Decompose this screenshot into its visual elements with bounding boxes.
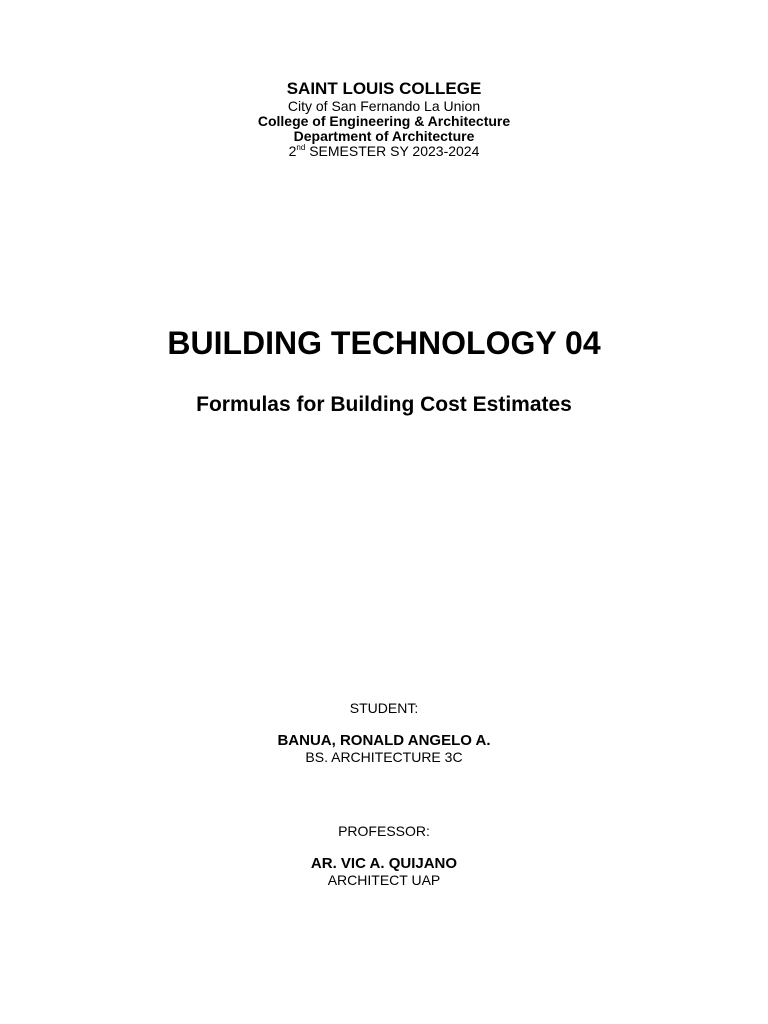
professor-label: PROFESSOR: bbox=[338, 823, 430, 839]
student-program: BS. ARCHITECTURE 3C bbox=[305, 749, 463, 765]
professor-name: AR. VIC A. QUIJANO bbox=[310, 855, 458, 872]
student-label: STUDENT: bbox=[349, 700, 419, 716]
college-name: College of Engineering & Architecture bbox=[257, 113, 511, 129]
student-name: BANUA, RONALD ANGELO A. bbox=[277, 732, 491, 749]
semester-line bbox=[0, 144, 768, 158]
semester-ordinal-suffix: nd bbox=[296, 143, 306, 152]
semester-number: 2 bbox=[288, 143, 297, 159]
course-title: BUILDING TECHNOLOGY 04 bbox=[167, 325, 601, 361]
institution-city: City of San Fernando La Union bbox=[287, 98, 481, 114]
department-name: Department of Architecture bbox=[293, 128, 475, 144]
course-subtitle: Formulas for Building Cost Estimates bbox=[196, 393, 572, 416]
professor-title: ARCHITECT UAP bbox=[327, 872, 441, 888]
institution-name: SAINT LOUIS COLLEGE bbox=[286, 79, 482, 98]
semester-text: SEMESTER SY 2023-2024 bbox=[305, 143, 480, 159]
